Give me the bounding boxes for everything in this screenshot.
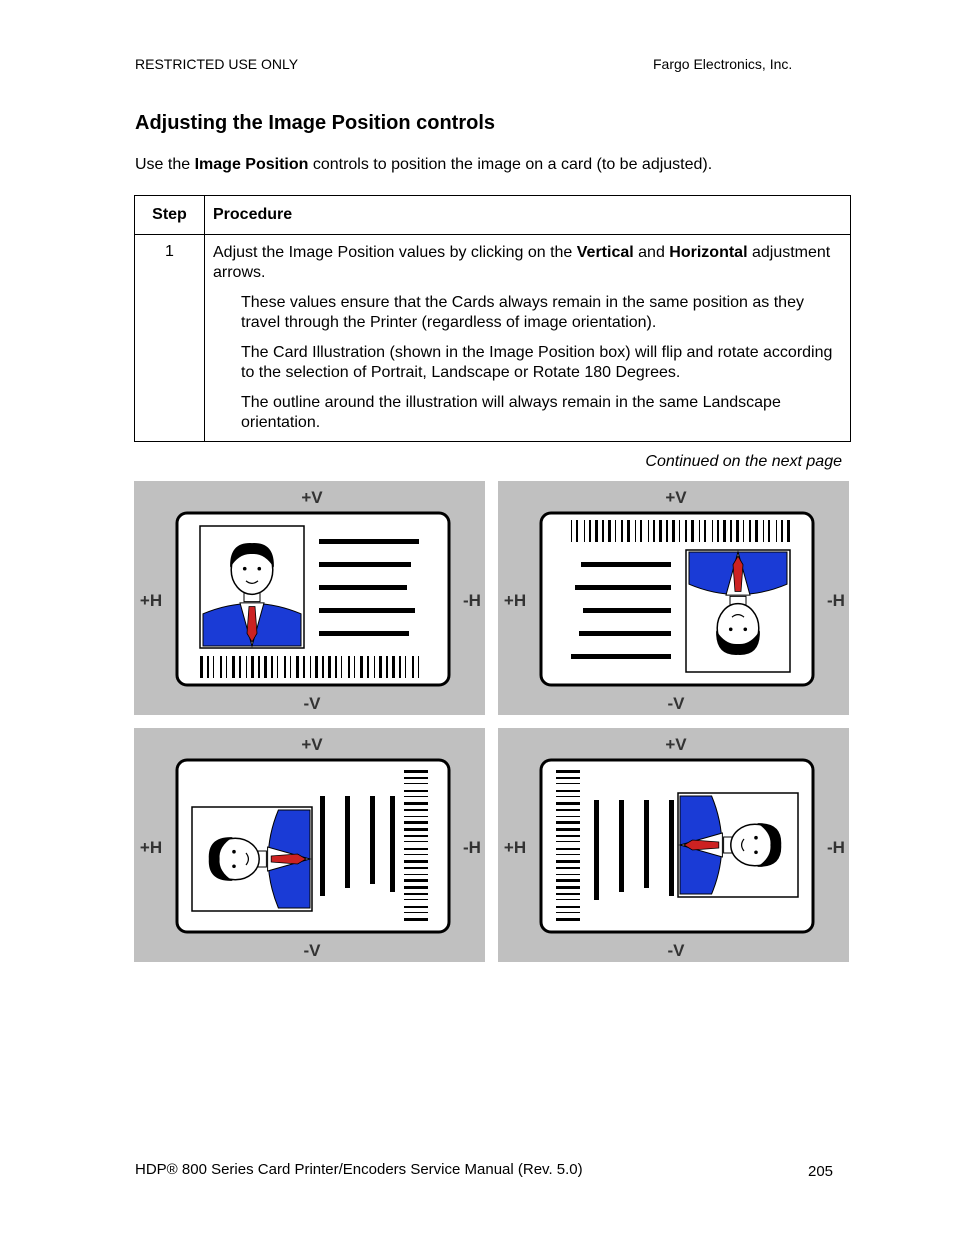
card-graphic — [177, 760, 449, 932]
card-illustration-landscape-rotated — [498, 481, 849, 715]
barcode-bar — [672, 520, 675, 542]
barcode-bar — [730, 520, 732, 542]
text-line — [319, 585, 407, 590]
photo-group — [678, 793, 798, 897]
barcode-bar — [556, 906, 580, 908]
barcode-bar — [556, 790, 580, 792]
tie-shape — [684, 840, 719, 850]
barcode-bar — [768, 520, 770, 542]
barcode-bar — [556, 893, 580, 895]
card-illustration-landscape — [134, 481, 485, 715]
barcode-bar — [404, 918, 428, 921]
barcode-bar — [589, 520, 591, 542]
barcode-bar — [627, 520, 630, 542]
barcode-bar — [404, 841, 428, 842]
barcode-bar — [404, 770, 428, 773]
barcode-bar — [556, 879, 580, 882]
text-line — [345, 796, 350, 888]
barcode-bar — [640, 520, 642, 542]
barcode-bar — [392, 656, 395, 678]
barcode-bar — [200, 656, 203, 678]
text-line — [370, 796, 375, 884]
barcode-bar — [679, 520, 680, 542]
barcode-bar — [404, 777, 428, 779]
barcode-bar — [264, 656, 267, 678]
barcode-bar — [556, 899, 580, 900]
barcode-bar — [556, 848, 580, 850]
barcode-bar — [404, 867, 428, 869]
barcode-bar — [615, 520, 616, 542]
barcode-bar — [367, 656, 369, 678]
eye-shape — [232, 864, 236, 868]
label-minus-v: -V — [667, 941, 685, 960]
intro-bold-term: Image Position — [194, 156, 309, 173]
card-graphic — [177, 513, 449, 685]
label-plus-h: +H — [503, 591, 527, 610]
barcode-bar — [404, 796, 428, 797]
eye-shape — [754, 850, 758, 854]
procedure-main-text: Adjust the Image Position values by clicking on the Vertical and Horizontal adjustment arrows. — [213, 244, 831, 281]
text-line — [319, 631, 409, 636]
intro-text: Use the Image Position controls to position the image on a card (to be adjusted). — [135, 156, 713, 173]
label-plus-v: +V — [301, 735, 323, 754]
label-plus-h: +H — [139, 838, 163, 857]
step-header: Step — [135, 196, 205, 235]
barcode-bar — [404, 906, 428, 908]
label-plus-v: +V — [665, 735, 687, 754]
card-svg — [134, 728, 485, 962]
barcode-bar — [404, 802, 428, 805]
barcode-bar — [418, 656, 419, 678]
barcode-bar — [556, 821, 580, 824]
barcode-bar — [712, 520, 713, 542]
barcode-bar — [310, 656, 311, 678]
section-title: Adjusting the Image Position controls — [135, 112, 496, 134]
barcode-bar — [763, 520, 764, 542]
procedure-note: The Card Illustration (shown in the Image Position box) will flip and rotate according to the selection of Portrait, Landscape or Rotate 180 Degrees. — [241, 344, 833, 381]
barcode-bar — [284, 656, 286, 678]
text-line — [390, 796, 395, 892]
barcode-bar — [404, 854, 428, 855]
barcode-bar — [404, 809, 428, 811]
label-minus-h: -H — [827, 591, 845, 610]
barcode-bar — [556, 809, 580, 811]
barcode-bar — [787, 520, 790, 542]
eye-shape — [743, 628, 747, 632]
barcode-bar — [315, 656, 318, 678]
barcode-bar — [412, 656, 414, 678]
barcode-bar — [404, 860, 428, 863]
label-plus-v: +V — [301, 488, 323, 507]
barcode-bar — [296, 656, 299, 678]
text-line — [583, 608, 671, 613]
barcode-bar — [251, 656, 254, 678]
barcode-bar — [277, 656, 278, 678]
header-restricted: RESTRICTED USE ONLY — [135, 56, 299, 72]
procedure-table — [134, 195, 851, 442]
barcode-bar — [556, 867, 580, 869]
label-plus-h: +H — [139, 591, 163, 610]
card-svg — [134, 481, 485, 715]
eye-shape — [257, 567, 261, 571]
barcode-bar — [621, 520, 623, 542]
barcode-bar — [723, 520, 726, 542]
barcode-bar — [335, 656, 337, 678]
eye-shape — [729, 628, 733, 632]
barcode-bar — [341, 656, 342, 678]
barcode-bar — [271, 656, 273, 678]
barcode-bar — [635, 520, 636, 542]
barcode-bar — [556, 860, 580, 863]
label-minus-v: -V — [303, 694, 321, 713]
barcode-bar — [556, 912, 580, 913]
barcode-bar — [404, 886, 428, 889]
eye-shape — [232, 850, 236, 854]
barcode-bar — [404, 874, 428, 875]
barcode-bar — [691, 520, 694, 542]
footer-manual-title: HDP® 800 Series Card Printer/Encoders Service Manual (Rev. 5.0) — [135, 1161, 583, 1178]
barcode-bar — [556, 828, 580, 831]
text-line — [320, 796, 325, 896]
label-minus-h: -H — [463, 838, 481, 857]
barcode-bar — [404, 821, 428, 824]
text-line — [619, 800, 624, 892]
barcode-bar — [653, 520, 655, 542]
barcode-bar — [404, 893, 428, 895]
barcode-bar — [556, 816, 580, 817]
barcode-bar — [556, 874, 580, 875]
barcode-bar — [608, 520, 611, 542]
text-line — [571, 654, 671, 659]
label-plus-v: +V — [665, 488, 687, 507]
step-number: 1 — [135, 235, 205, 442]
procedure-note: The outline around the illustration will always remain in the same Landscape orientation. — [241, 394, 781, 431]
barcode-bar — [556, 841, 580, 842]
barcode-bar — [776, 520, 777, 542]
barcode-bar — [213, 656, 214, 678]
barcode-bar — [386, 656, 388, 678]
barcode-bar — [404, 848, 428, 850]
barcode-bar — [685, 520, 687, 542]
procedure-cell — [205, 235, 851, 442]
barcode-bar — [556, 802, 580, 805]
eye-shape — [243, 567, 247, 571]
procedure-header: Procedure — [205, 196, 851, 235]
barcode-bar — [556, 796, 580, 797]
barcode-bar — [239, 656, 241, 678]
barcode-bar — [736, 520, 739, 542]
barcode-bar — [404, 790, 428, 792]
barcode-bar — [360, 656, 363, 678]
card-svg — [498, 481, 849, 715]
barcode-bar — [232, 656, 235, 678]
barcode-bar — [781, 520, 783, 542]
barcode-bar — [322, 656, 324, 678]
card-graphic — [541, 513, 813, 685]
card-svg — [498, 728, 849, 962]
barcode-bar — [246, 656, 247, 678]
barcode-bar — [556, 835, 580, 837]
card-illustration-portrait — [134, 728, 485, 962]
label-minus-v: -V — [667, 694, 685, 713]
text-line — [319, 608, 415, 613]
barcode-bar — [595, 520, 598, 542]
barcode-bar — [379, 656, 382, 678]
text-line — [581, 562, 671, 567]
barcode-bar — [755, 520, 758, 542]
barcode-bar — [328, 656, 331, 678]
tie-shape — [247, 607, 257, 642]
barcode-bar — [405, 656, 406, 678]
header-company: Fargo Electronics, Inc. — [653, 56, 793, 72]
barcode-bar — [404, 879, 428, 882]
barcode-bar — [717, 520, 719, 542]
barcode-bar — [404, 835, 428, 837]
barcode-bar — [556, 854, 580, 855]
label-minus-h: -H — [463, 591, 481, 610]
barcode-bar — [374, 656, 375, 678]
barcode-bar — [749, 520, 751, 542]
tie-shape — [271, 854, 306, 864]
barcode-bar — [303, 656, 305, 678]
barcode-bar — [556, 777, 580, 779]
barcode-bar — [556, 783, 580, 784]
barcode-bar — [290, 656, 291, 678]
card-illustration-portrait-rotated — [498, 728, 849, 962]
photo-group — [192, 807, 312, 911]
barcode-bar — [404, 912, 428, 913]
barcode-bar — [556, 770, 580, 773]
barcode-bar — [404, 816, 428, 817]
text-line — [669, 800, 674, 896]
barcode-bar — [648, 520, 649, 542]
barcode-bar — [404, 828, 428, 831]
barcode-bar — [399, 656, 401, 678]
page-number: 205 — [808, 1163, 834, 1180]
barcode-bar — [404, 899, 428, 900]
table-row — [135, 235, 851, 442]
barcode-bar — [584, 520, 585, 542]
barcode-bar — [704, 520, 706, 542]
barcode-bar — [220, 656, 222, 678]
text-line — [575, 585, 671, 590]
barcode-bar — [666, 520, 668, 542]
label-minus-h: -H — [827, 838, 845, 857]
barcode-bar — [354, 656, 355, 678]
barcode-bar — [258, 656, 260, 678]
barcode-bar — [699, 520, 700, 542]
barcode-bar — [743, 520, 744, 542]
text-line — [644, 800, 649, 888]
procedure-note: These values ensure that the Cards always remain in the same position as they travel through the Printer (regardless of image orientation). — [241, 294, 804, 331]
barcode-bar — [659, 520, 662, 542]
barcode-bar — [556, 918, 580, 921]
barcode-bar — [226, 656, 227, 678]
label-minus-v: -V — [303, 941, 321, 960]
card-graphic — [541, 760, 813, 932]
barcode-bar — [571, 520, 572, 542]
barcode-bar — [556, 886, 580, 889]
barcode-bar — [602, 520, 604, 542]
text-line — [579, 631, 671, 636]
barcode-bar — [207, 656, 209, 678]
text-line — [319, 562, 411, 567]
continued-note: Continued on the next page — [645, 453, 842, 470]
text-line — [319, 539, 419, 544]
label-plus-h: +H — [503, 838, 527, 857]
tie-shape — [733, 556, 743, 591]
barcode-bar — [404, 783, 428, 784]
text-line — [594, 800, 599, 900]
barcode-bar — [576, 520, 578, 542]
eye-shape — [754, 836, 758, 840]
barcode-bar — [348, 656, 350, 678]
